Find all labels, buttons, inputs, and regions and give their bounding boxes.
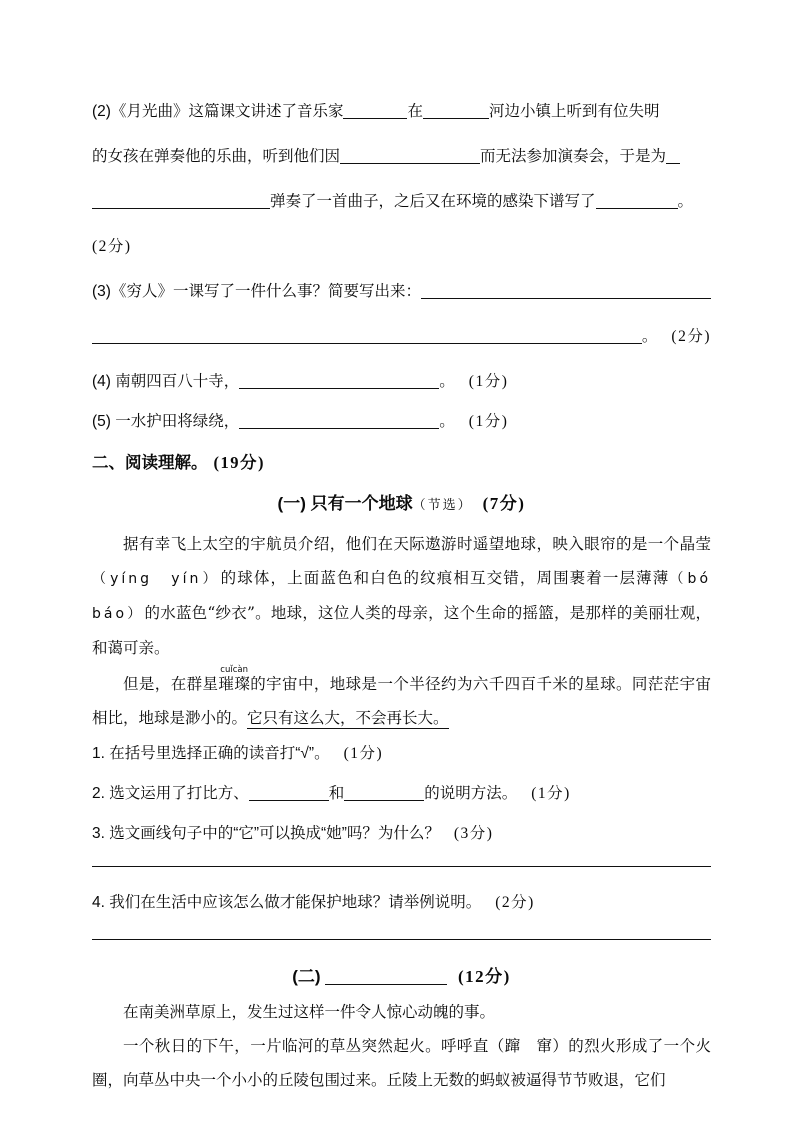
- passage-text: 一个秋日的下午，一片临河的草丛突然起火。呼呼直: [123, 1037, 489, 1055]
- reading1-question-1: [92, 744, 711, 764]
- reading2-score: (12分): [457, 967, 511, 986]
- answer-blank[interactable]: [596, 195, 678, 209]
- q3-line1: [92, 282, 711, 302]
- section-score: (19分): [213, 453, 265, 472]
- question-2-block: [92, 102, 711, 257]
- score-label: (2分): [671, 328, 711, 345]
- score-label: (1分): [468, 413, 509, 430]
- ruby-pinyin: cuǐcàn: [218, 665, 250, 675]
- section-title: [92, 452, 711, 474]
- ruby-annotated-word: [218, 665, 251, 693]
- q2-line1: [92, 102, 711, 122]
- passage-text: 的宇宙中，地球是一个半径约为六千四百千米的星球。同茫茫宇宙相比，地球是渺小的。: [92, 675, 711, 727]
- score-label: (3分): [453, 825, 494, 842]
- q2-text: 弹奏了一首曲子，之后又在环境的感染下谱写了: [270, 193, 596, 210]
- q5-text: 。: [439, 413, 455, 430]
- q4-text: (4) 南朝四百八十寺，: [92, 373, 240, 390]
- reading2-heading: [92, 966, 711, 988]
- rq1-text: 1. 在括号里选择正确的读音打“√”。: [92, 745, 330, 762]
- reading1-title: (一) 只有一个地球: [277, 494, 413, 513]
- reading1-heading: [92, 493, 711, 517]
- answer-line[interactable]: [92, 866, 711, 867]
- reading1-question-4: [92, 893, 711, 913]
- q2-line3: [92, 192, 711, 212]
- q2-line2: [92, 147, 711, 167]
- question-5-line: [92, 412, 711, 432]
- answer-blank[interactable]: [249, 787, 329, 801]
- q2-score-line: [92, 237, 711, 257]
- q5-text: (5) 一水护田将绿绕，: [92, 413, 240, 430]
- answer-blank[interactable]: [421, 285, 711, 299]
- ruby-base: 璀璨: [218, 675, 251, 693]
- score-label: (1分): [343, 745, 384, 762]
- rq2-text: 的说明方法。: [424, 785, 518, 802]
- rq2-text: 2. 选文运用了打比方、: [92, 785, 249, 802]
- question-3-block: [92, 282, 711, 347]
- answer-blank[interactable]: [344, 787, 424, 801]
- reading1-note: （节选）: [412, 498, 473, 513]
- reading1-question-3: [92, 824, 711, 844]
- passage-text: 但是，在群星: [123, 675, 219, 693]
- passage-text: 据有幸飞上太空的宇航员介绍，他们在天际遨游时遥望地球，映入眼帘的是一个晶莹: [123, 535, 711, 553]
- score-label: (1分): [468, 373, 509, 390]
- answer-blank[interactable]: [343, 105, 407, 119]
- q2-text: 。: [677, 193, 694, 210]
- q3-text: 。: [641, 328, 658, 345]
- score-label: (1分): [531, 785, 571, 802]
- section-title-text: 二、阅读理解。: [92, 454, 208, 472]
- passage-text: 的球体，上面蓝色和白色的纹痕相互交错，周围裹着一层薄薄: [220, 569, 670, 587]
- score-label: (2分): [92, 238, 132, 255]
- reading1-question-2: [92, 784, 711, 804]
- answer-blank[interactable]: [239, 415, 439, 429]
- passage-text: 在南美洲草原上，发生过这样一件令人惊心动魄的事。: [123, 1003, 496, 1021]
- word-choice-options[interactable]: （蹿 窜）: [488, 1037, 569, 1055]
- pinyin-options[interactable]: （bó báo）: [92, 571, 729, 622]
- passage-paragraph-2: [92, 665, 711, 735]
- answer-blank[interactable]: [666, 150, 680, 164]
- q2-text: 在: [407, 103, 423, 120]
- score-label: (2分): [495, 894, 535, 911]
- question-4-line: [92, 372, 711, 392]
- q2-text: (2)《月光曲》这篇课文讲述了音乐家: [92, 103, 344, 120]
- q3-line2: [92, 327, 711, 347]
- underlined-sentence: 它只有这么大，不会再长大。: [247, 709, 449, 727]
- passage-paragraph-1: [92, 527, 729, 665]
- q4-text: 。: [439, 373, 455, 390]
- answer-blank[interactable]: [239, 375, 439, 389]
- q2-text: 而无法参加演奏会，于是为: [480, 148, 667, 165]
- title-blank[interactable]: [325, 971, 447, 985]
- rq3-text: 3. 选文画线句子中的“它”可以换成“她”吗？为什么？: [92, 825, 440, 842]
- q3-text: (3)《穷人》一课写了一件什么事？简要写出来：: [92, 283, 421, 300]
- passage-text: 的水蓝色“纱衣”。地球，这位人类的母亲，这个生命的摇篮，是那样的美丽壮观，和蔼可亲。: [92, 604, 711, 657]
- rq4-text: 4. 我们在生活中应该怎么做才能保护地球？请举例说明。: [92, 894, 482, 911]
- passage2-paragraph-1: [92, 995, 711, 1029]
- q2-text: 河边小镇上听到有位失明: [488, 103, 660, 120]
- answer-blank[interactable]: [423, 105, 489, 119]
- passage2-paragraph-2: [92, 1029, 711, 1097]
- answer-blank[interactable]: [92, 195, 270, 209]
- answer-blank[interactable]: [92, 330, 642, 344]
- reading2-num: (二): [292, 967, 321, 986]
- reading1-score: (7分): [482, 494, 526, 513]
- answer-blank[interactable]: [340, 150, 480, 164]
- answer-line[interactable]: [92, 939, 711, 940]
- q2-text: 的女孩在弹奏他的乐曲，听到他们因: [92, 148, 341, 165]
- rq2-text: 和: [328, 785, 345, 802]
- passage-text: 的烈火形成了一个火圈，向草丛中央一个小小的丘陵包围过来。丘陵上无数的蚂蚁被逼得节节败退，它们: [92, 1037, 711, 1089]
- pinyin-options[interactable]: （yíng yín）: [92, 571, 221, 587]
